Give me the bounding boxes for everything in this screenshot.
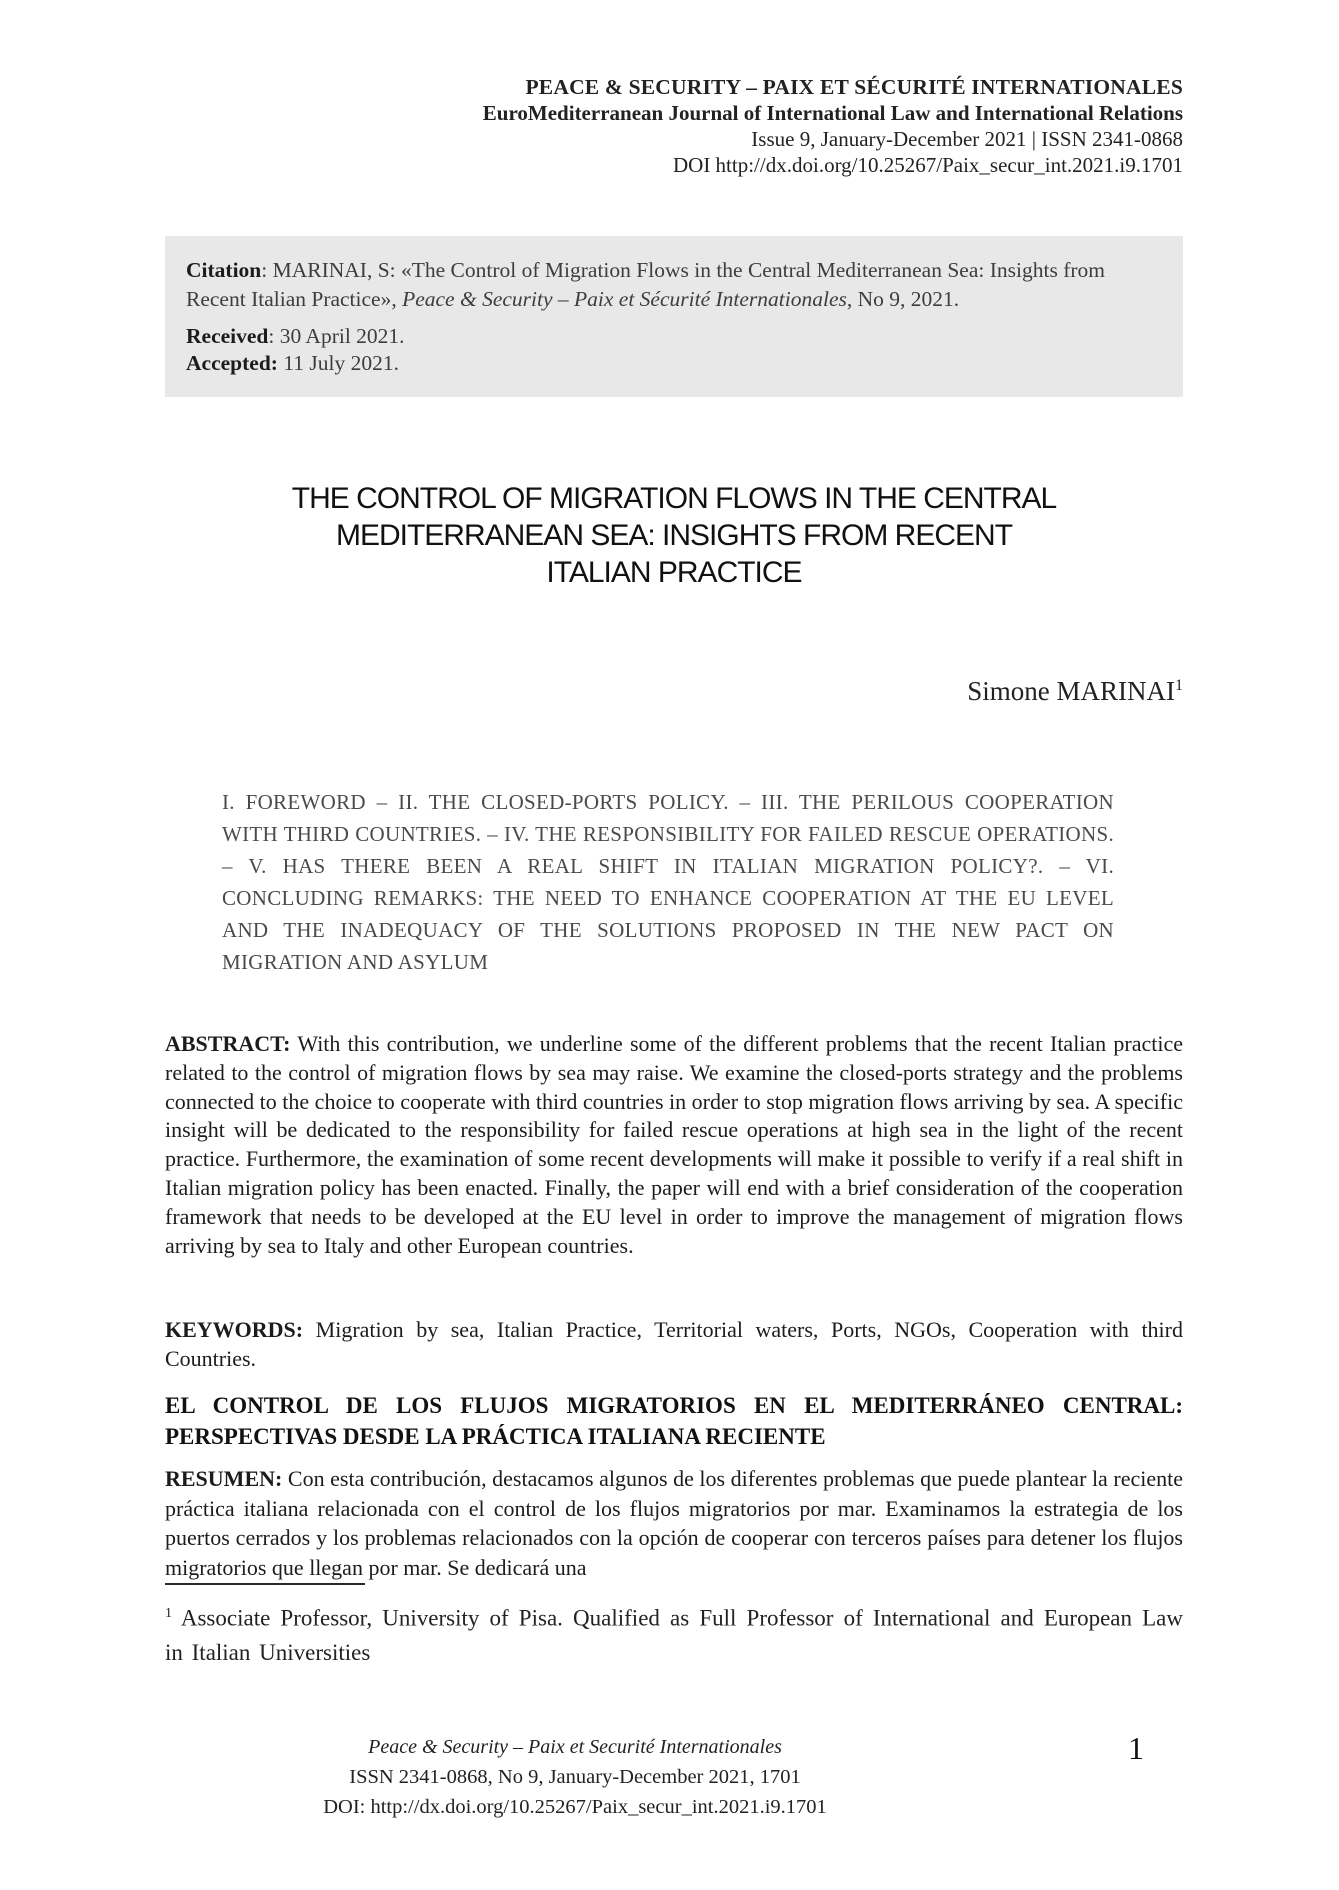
- accepted-line: [186, 350, 1161, 377]
- footer-journal-name: Peace & Security – Paix et Securité Internationales: [368, 1736, 782, 1758]
- received-label: Received: [186, 324, 269, 348]
- citation-text: : MARINAI, S: «The Control of Migration Flows in the Central Mediterranean Sea: Insights from Recent Italian Practice»,: [186, 258, 1105, 311]
- resumen-text: Con esta contribución, destacamos algunos de los diferentes problemas que puede plantear la reciente práctica italiana relacionada con el control de los flujos migratorios por mar. Examinamos la estrategia de los puertos cerrados y los problemas relacionados con la opción de cooperar con terceros países para detener los flujos migratorios que llegan por mar. Se dedicará una: [165, 1466, 1183, 1580]
- page-footer: [165, 1732, 985, 1822]
- issue-line: Issue 9, January-December 2021 | ISSN 2341-0868: [751, 127, 1183, 151]
- header-doi-line: DOI http://dx.doi.org/10.25267/Paix_secur_int.2021.i9.1701: [672, 153, 1183, 177]
- keywords-paragraph: [165, 1316, 1183, 1374]
- resumen-paragraph: [165, 1464, 1183, 1582]
- journal-header: [165, 74, 1183, 178]
- footnote-divider: [165, 1583, 365, 1585]
- citation-tail: , No 9, 2021.: [846, 287, 960, 311]
- paper-title-text: THE CONTROL OF MIGRATION FLOWS IN THE CENTRAL MEDITERRANEAN SEA: INSIGHTS FROM RECENT ITALIAN PRACTICE: [291, 482, 1057, 589]
- footnote-text: Associate Professor, University of Pisa. Qualified as Full Professor of International and European Law in Italian Universities: [165, 1605, 1183, 1665]
- journal-title-line: PEACE & SECURITY – PAIX ET SÉCURITÉ INTERNATIONALES: [525, 75, 1183, 99]
- footer-issn-line: ISSN 2341-0868, No 9, January-December 2021, 1701: [349, 1766, 801, 1788]
- keywords-label: KEYWORDS:: [165, 1317, 304, 1342]
- abstract-label: ABSTRACT:: [165, 1031, 291, 1056]
- citation-line: [186, 256, 1161, 314]
- citation-label: Citation: [186, 258, 262, 282]
- abstract-paragraph: [165, 1030, 1183, 1260]
- spanish-title: EL CONTROL DE LOS FLUJOS MIGRATORIOS EN EL MEDITERRÁNEO CENTRAL: PERSPECTIVAS DESDE LA PRÁCTICA ITALIANA RECIENTE: [165, 1393, 1183, 1449]
- footer-doi-line: DOI: http://dx.doi.org/10.25267/Paix_secur_int.2021.i9.1701: [323, 1796, 827, 1818]
- accepted-date: 11 July 2021.: [277, 351, 399, 375]
- abstract-text: With this contribution, we underline some of the different problems that the recent Italian practice related to the control of migration flows by sea may raise. We examine the closed-ports strategy and the problems connected to the choice to cooperate with third countries in order to stop migration flows arriving by sea. A specific insight will be dedicated to the responsibility for failed rescue operations at high sea in the light of the recent practice. Furthermore, the examination of some recent developments will make it possible to verify if a real shift in Italian migration policy has been enacted. Finally, the paper will end with a brief consideration of the cooperation framework that needs to be developed at the EU level in order to improve the management of migration flows arriving by sea to Italy and other European countries.: [165, 1031, 1183, 1258]
- citation-box: [165, 236, 1183, 397]
- resumen-label: RESUMEN:: [165, 1466, 283, 1491]
- accepted-label: Accepted:: [186, 351, 278, 375]
- journal-subtitle-line: EuroMediterranean Journal of International Law and International Relations: [482, 101, 1183, 125]
- keywords-text: Migration by sea, Italian Practice, Territorial waters, Ports, NGOs, Cooperation with third Countries.: [165, 1317, 1183, 1371]
- page-number: 1: [1128, 1730, 1144, 1766]
- author-line: [165, 676, 1183, 707]
- footnote-ref: 1: [165, 1606, 172, 1621]
- received-line: [186, 323, 1161, 350]
- outline-block: I. FOREWORD – II. THE CLOSED-PORTS POLICY. – III. THE PERILOUS COOPERATION WITH THIRD COUNTRIES. – IV. THE RESPONSIBILITY FOR FAILED RESCUE OPERATIONS. – V. HAS THERE BEEN A REAL SHIFT IN ITALIAN MIGRATION POLICY?. – VI. CONCLUDING REMARKS: THE NEED TO ENHANCE COOPERATION AT THE EU LEVEL AND THE INADEQUACY OF THE SOLUTIONS PROPOSED IN THE NEW PACT ON MIGRATION AND ASYLUM: [222, 790, 1114, 974]
- footnote-text-line: [165, 1597, 1183, 1670]
- author-name: Simone MARINAI: [967, 676, 1175, 706]
- paper-title: [165, 480, 1183, 591]
- author-footnote-ref: 1: [1175, 677, 1183, 694]
- citation-journal-name: Peace & Security – Paix et Sécurité Internationales: [402, 287, 847, 311]
- footnote-area: [165, 1583, 1183, 1670]
- received-date: : 30 April 2021.: [268, 324, 405, 348]
